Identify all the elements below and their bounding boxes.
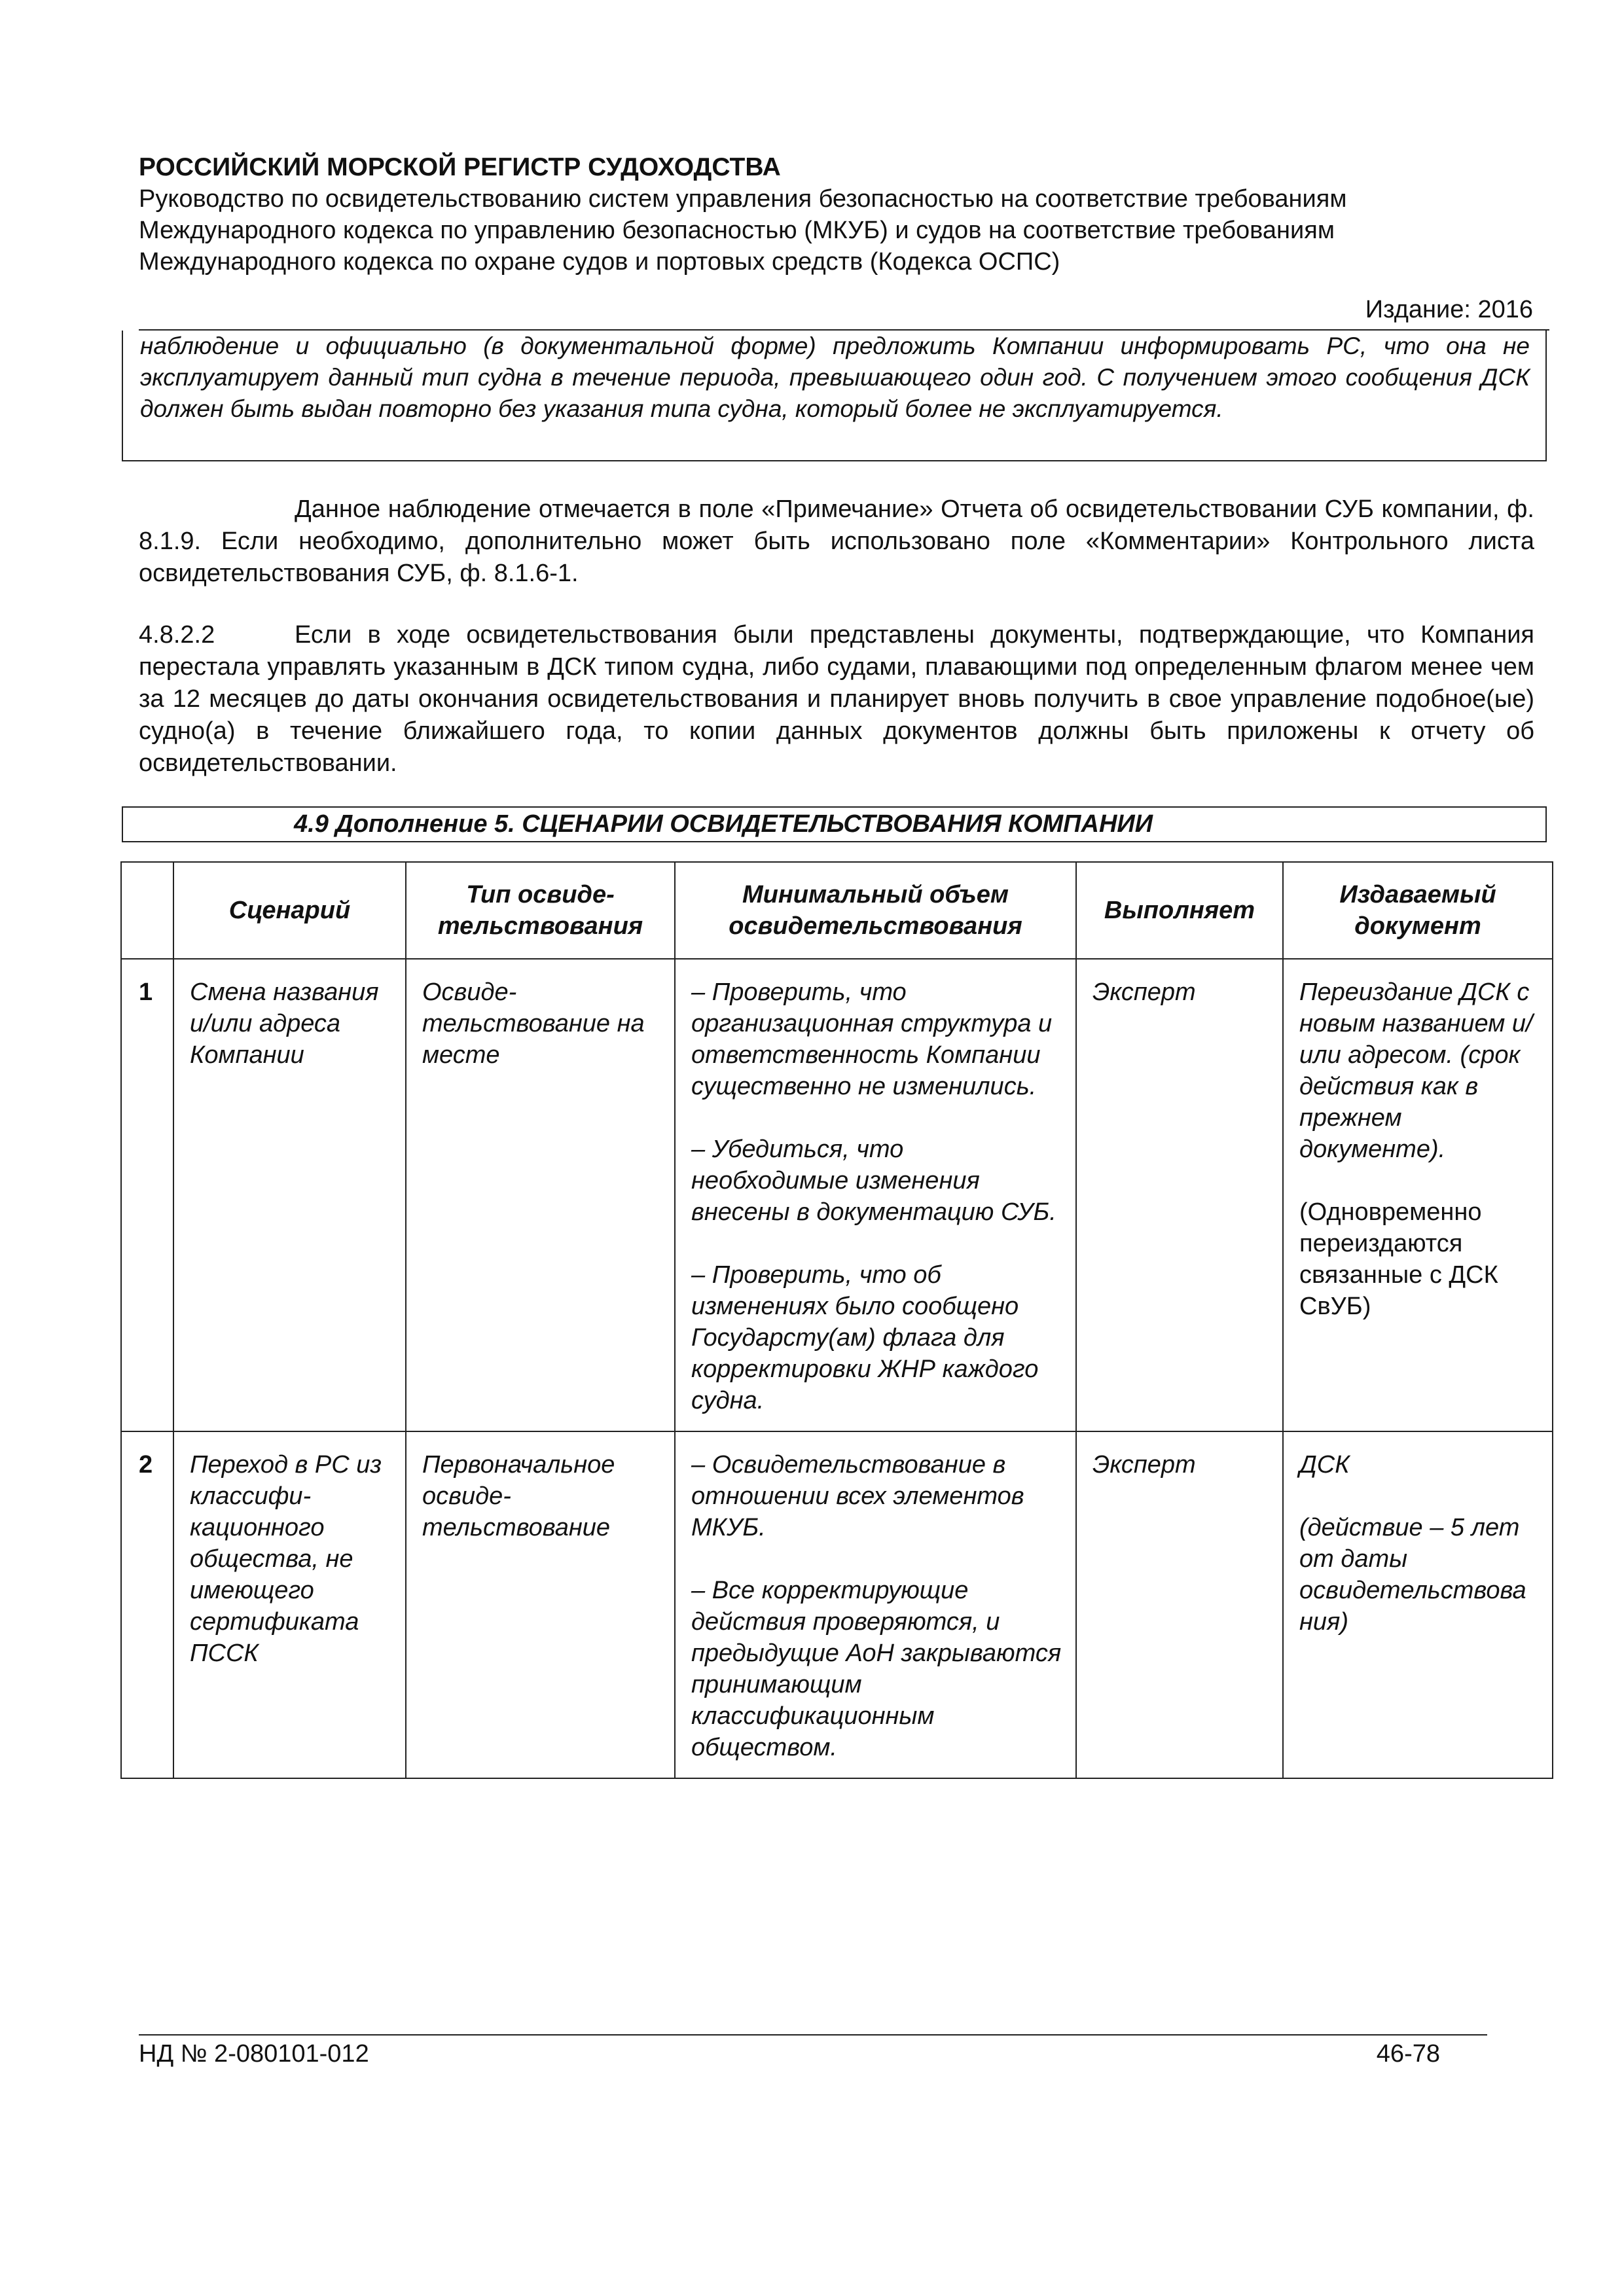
minimum-scope-cell (675, 959, 1076, 1431)
scope-item: – Проверить, что организационная структура и ответственность Компании существенно не изменились. (691, 978, 1053, 1100)
document-item: Переиздание ДСК с новым названием и/или адресом. (срок действия как в прежнем документе). (1299, 978, 1533, 1163)
header-type: Тип освиде-тельствования (406, 862, 675, 959)
scenarios-table (120, 861, 1553, 1779)
scope-item: – Проверить, что об изменениях было сообщено Государсту(ам) флага для корректировки ЖНР каждого судна. (691, 1261, 1039, 1414)
subtitle-line: Руководство по освидетельствованию систем управления безопасностью на соответствие требованиям (139, 185, 1347, 213)
minimum-scope-cell (675, 1431, 1076, 1778)
document-cell (1283, 959, 1553, 1431)
subtitle-line: Международного кодекса по охране судов и портовых средств (Кодекса ОСПС) (139, 248, 1060, 276)
header-scenario: Сценарий (173, 862, 406, 959)
table-header-row (121, 862, 1553, 959)
edition-label: Издание: 2016 (1365, 296, 1533, 323)
paragraph-text: Если в ходе освидетельствования были представлены документы, подтверждающие, что Компания перестала управлять указанным в ДСК типом судна, либо судами, плавающими под определенным флагом менее чем за 12 месяцев до даты окончания освидетельствования и планирует вновь получить в свое управление подобное(ые) судно(а) в течение ближайшего года, то копии данных документов должны быть приложены к отчету об освидетельствовании. (139, 621, 1534, 777)
paragraph-number: 4.8.2.2 (139, 621, 215, 649)
subtitle-line: Международного кодекса по управлению безопасностью (МКУБ) и судов на соответствие требованиям (139, 217, 1335, 244)
table-row (121, 959, 1553, 1431)
document-cell (1283, 1431, 1553, 1778)
organization-title: РОССИЙСКИЙ МОРСКОЙ РЕГИСТР СУДОХОДСТВА (139, 153, 781, 181)
scope-item: – Освидетельствование в отношении всех элементов МКУБ. (691, 1451, 1024, 1541)
scope-item: – Убедиться, что необходимые изменения внесены в документацию СУБ. (691, 1136, 1056, 1226)
table-row (121, 1431, 1553, 1778)
type-cell: Первоначальное освиде-тельствование (406, 1431, 675, 1778)
document-number: НД № 2-080101-012 (139, 2040, 369, 2068)
page-header (139, 152, 1553, 278)
section-title: 4.9 Дополнение 5. СЦЕНАРИИ ОСВИДЕТЕЛЬСТВОВАНИЯ КОМПАНИИ (122, 806, 1547, 842)
scenario-cell: Смена названия и/или адреса Компании (173, 959, 406, 1431)
continued-note-box (122, 331, 1547, 461)
row-number: 2 (121, 1431, 173, 1778)
header-performer: Выполняет (1076, 862, 1283, 959)
row-number: 1 (121, 959, 173, 1431)
header-document: Издаваемый документ (1283, 862, 1553, 959)
paragraph-observation: Данное наблюдение отмечается в поле «Примечание» Отчета об освидетельствовании СУБ компании, ф. 8.1.9. Если необходимо, дополнительно может быть использовано поле «Комментарии» Контрольного листа освидетельствования СУБ, ф. 8.1.6-1. (139, 495, 1534, 587)
document-item: (Одновременно переиздаются связанные с ДСК СвУБ) (1299, 1198, 1498, 1320)
header-num (121, 862, 173, 959)
continued-note-text: наблюдение и официально (в документальной форме) предложить Компании информировать РС, что она не эксплуатирует данный тип судна в течение периода, превышающего один год. С получением этого сообщения ДСК должен быть выдан повторно без указания типа судна, который более не эксплуатируется. (140, 332, 1530, 422)
type-cell: Освиде-тельствование на месте (406, 959, 675, 1431)
performer-cell: Эксперт (1076, 959, 1283, 1431)
footer-divider (139, 2034, 1487, 2036)
scenario-cell: Переход в РС из классифи-кационного общества, не имеющего сертификата ПССК (173, 1431, 406, 1778)
page-number: 46-78 (1376, 2040, 1440, 2068)
document-item: ДСК (1299, 1451, 1350, 1479)
header-minimum-scope: Минимальный объем освидетельствования (675, 862, 1076, 959)
paragraph-4-8-2-2 (139, 619, 1534, 780)
scope-item: – Все корректирующие действия проверяются, и предыдущие АоН закрываются принимающим классификационным обществом. (691, 1577, 1062, 1761)
document-item: (действие – 5 лет от даты освидетельствова ния) (1299, 1514, 1526, 1636)
performer-cell: Эксперт (1076, 1431, 1283, 1778)
